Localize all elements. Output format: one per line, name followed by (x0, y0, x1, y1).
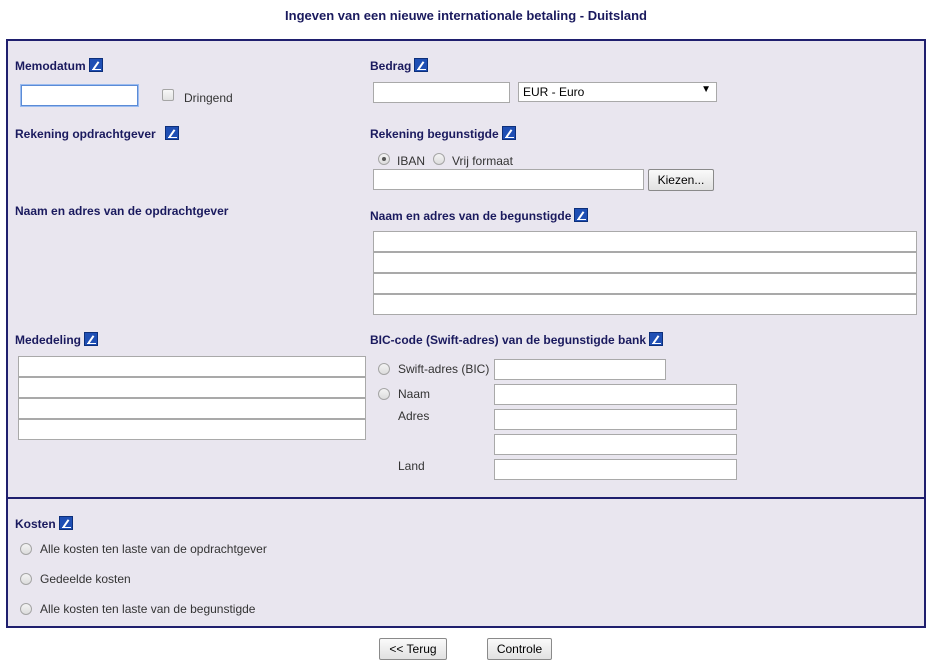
currency-select-value: EUR - Euro (523, 85, 585, 99)
edit-icon[interactable] (89, 58, 103, 72)
beneficiary-address-line-3[interactable] (373, 273, 917, 294)
beneficiary-account-label (370, 126, 516, 141)
beneficiary-account-label-text: Rekening begunstigde (370, 127, 499, 141)
orderer-account-label (15, 126, 179, 141)
message-label-text: Mededeling (15, 333, 82, 347)
amount-input[interactable] (373, 82, 510, 103)
message-line-4[interactable] (18, 419, 366, 440)
orderer-name-label: Naam en adres van de opdrachtgever (15, 204, 229, 218)
bank-name-radio[interactable] (378, 388, 390, 400)
check-button[interactable]: Controle (487, 638, 552, 660)
message-label (15, 332, 98, 347)
edit-icon[interactable] (165, 126, 179, 140)
memo-date-label-text: Memodatum (15, 59, 86, 73)
costs-label (15, 516, 73, 531)
edit-icon[interactable] (502, 126, 516, 140)
urgent-label: Dringend (184, 91, 233, 105)
edit-icon[interactable] (84, 332, 98, 346)
costs-option-orderer-radio[interactable] (20, 543, 32, 555)
costs-option-beneficiary-radio[interactable] (20, 603, 32, 615)
bank-name-input[interactable] (494, 384, 737, 405)
costs-option-shared-label: Gedeelde kosten (40, 572, 131, 586)
bank-country-label: Land (398, 459, 425, 473)
message-line-1[interactable] (18, 356, 366, 377)
beneficiary-address-line-4[interactable] (373, 294, 917, 315)
beneficiary-account-input[interactable] (373, 169, 644, 190)
costs-option-shared-radio[interactable] (20, 573, 32, 585)
free-format-label: Vrij formaat (452, 154, 513, 168)
memo-date-label (15, 58, 103, 73)
amount-label (370, 58, 428, 73)
free-format-radio[interactable] (433, 153, 445, 165)
edit-icon[interactable] (649, 332, 663, 346)
beneficiary-name-label-text: Naam en adres van de begunstigde (370, 209, 572, 223)
bank-address-line-1[interactable] (494, 409, 737, 430)
memo-date-input[interactable] (21, 85, 138, 106)
bic-label-text: BIC-code (Swift-adres) van de begunstigde bank (370, 333, 647, 347)
costs-option-orderer-label: Alle kosten ten laste van de opdrachtgever (40, 542, 267, 556)
urgent-checkbox[interactable] (162, 89, 174, 101)
edit-icon[interactable] (414, 58, 428, 72)
beneficiary-name-label (370, 208, 588, 223)
bank-address-line-2[interactable] (494, 434, 737, 455)
iban-label: IBAN (397, 154, 426, 168)
bic-label (370, 332, 663, 347)
edit-icon[interactable] (59, 516, 73, 530)
beneficiary-address-line-1[interactable] (373, 231, 917, 252)
bank-country-input[interactable] (494, 459, 737, 480)
swift-label: Swift-adres (BIC) (398, 362, 490, 376)
page-title: Ingeven van een nieuwe internationale betaling - Duitsland (285, 8, 647, 23)
iban-radio[interactable] (378, 153, 390, 165)
bank-name-label: Naam (398, 387, 431, 401)
bank-address-label: Adres (398, 409, 430, 423)
amount-label-text: Bedrag (370, 59, 412, 73)
edit-icon[interactable] (574, 208, 588, 222)
choose-button[interactable]: Kiezen... (648, 169, 714, 191)
costs-option-beneficiary-label: Alle kosten ten laste van de begunstigde (40, 602, 256, 616)
message-line-2[interactable] (18, 377, 366, 398)
message-line-3[interactable] (18, 398, 366, 419)
currency-select[interactable] (518, 82, 717, 102)
costs-label-text: Kosten (15, 517, 56, 531)
back-button[interactable]: << Terug (379, 638, 447, 660)
swift-radio[interactable] (378, 363, 390, 375)
orderer-account-label-text: Rekening opdrachtgever (15, 127, 156, 141)
swift-input[interactable] (494, 359, 666, 380)
chevron-down-icon: ▼ (701, 84, 711, 95)
beneficiary-address-line-2[interactable] (373, 252, 917, 273)
